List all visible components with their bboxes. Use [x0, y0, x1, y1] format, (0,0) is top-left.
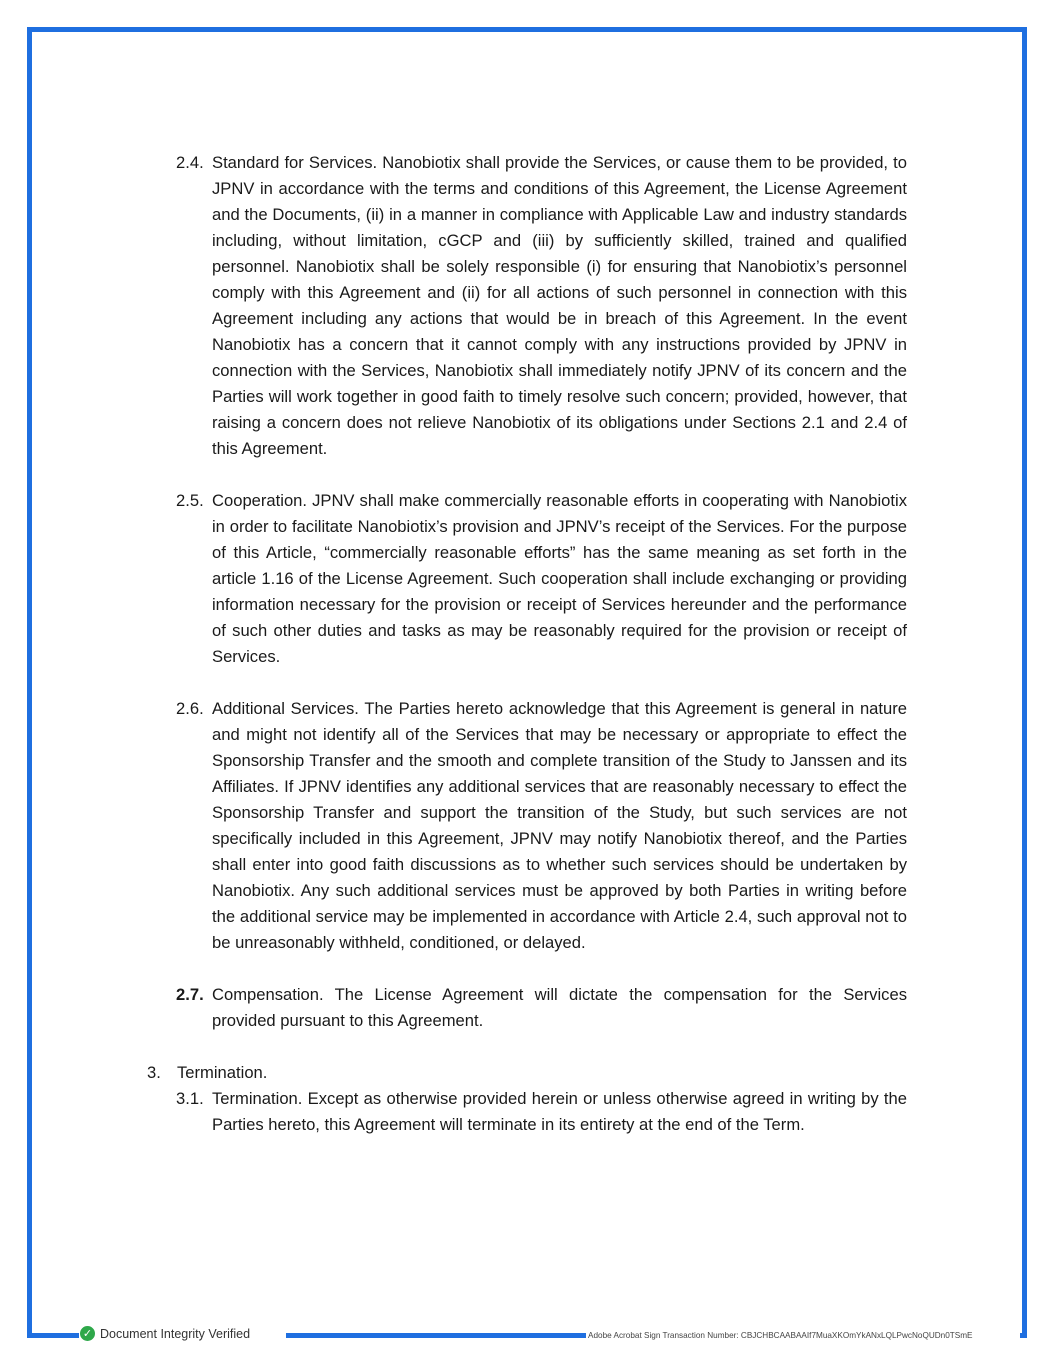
footer-rule-right	[1020, 1333, 1027, 1338]
clause-number: 3.1.	[176, 1089, 204, 1108]
footer-rule-middle	[286, 1333, 586, 1338]
check-circle-icon: ✓	[80, 1326, 95, 1341]
section-3-heading	[147, 1060, 1055, 1086]
clause-number: 2.4.	[176, 153, 204, 172]
clause-2-7	[176, 982, 907, 1034]
integrity-label: Document Integrity Verified	[100, 1326, 251, 1341]
integrity-badge[interactable]	[80, 1326, 254, 1341]
section-number: 3.	[147, 1063, 161, 1082]
clause-2-5	[176, 488, 907, 670]
clause-text: Compensation. The License Agreement will dictate the compensation for the Services provided pursuant to this Agreement.	[212, 985, 907, 1030]
transaction-number: Adobe Acrobat Sign Transaction Number: CBJCHBCAABAAIf7MuaXKOmYkANxLQLPwcNoQUDn0TSmE	[588, 1331, 973, 1340]
clause-text: Standard for Services. Nanobiotix shall provide the Services, or cause them to be provided, to JPNV in accordance with the terms and conditions of this Agreement, the License Agreement and the Documents, (ii) in a manner in compliance with Applicable Law and industry standards including, without limitation, cGCP and (iii) by sufficiently skilled, trained and qualified personnel. Nanobiotix shall be solely responsible (i) for ensuring that Nanobiotix’s personnel comply with this Agreement and (ii) for all actions of such personnel in connection with this Agreement including any actions that would be in breach of this Agreement. In the event Nanobiotix has a concern that it cannot comply with any instructions provided by JPNV in connection with the Services, Nanobiotix shall immediately notify JPNV of its concern and the Parties will work together in good faith to timely resolve such concern; provided, however, that raising a concern does not relieve Nanobiotix of its obligations under Sections 2.1 and 2.4 of this Agreement.	[212, 153, 907, 458]
document-body	[0, 150, 1055, 1138]
footer-rule-left	[27, 1333, 79, 1338]
clause-2-4	[176, 150, 907, 462]
clause-3-1	[176, 1086, 907, 1138]
clause-number: 2.6.	[176, 699, 204, 718]
clause-text: Termination. Except as otherwise provided herein or unless otherwise agreed in writing by the Parties hereto, this Agreement will terminate in its entirety at the end of the Term.	[212, 1089, 907, 1134]
clause-text: Additional Services. The Parties hereto acknowledge that this Agreement is general in nature and might not identify all of the Services that may be necessary or appropriate to effect the Sponsorship Transfer and the smooth and complete transition of the Study to Janssen and its Affiliates. If JPNV identifies any additional services that are reasonably necessary to effect the Sponsorship Transfer and support the transition of the Study, but such services are not specifically included in this Agreement, JPNV may notify Nanobiotix thereof, and the Parties shall enter into good faith discussions as to whether such services should be undertaken by Nanobiotix. Any such additional services must be approved by both Parties in writing before the additional service may be implemented in accordance with Article 2.4, such approval not to be unreasonably withheld, conditioned, or delayed.	[212, 699, 907, 952]
clause-number: 2.5.	[176, 491, 204, 510]
section-title: Termination.	[177, 1063, 268, 1082]
clause-number: 2.7.	[176, 985, 204, 1004]
clause-2-6	[176, 696, 907, 956]
clause-text: Cooperation. JPNV shall make commercially reasonable efforts in cooperating with Nanobiotix in order to facilitate Nanobiotix’s provision and JPNV’s receipt of the Services. For the purpose of this Article, “commercially reasonable efforts” has the same meaning as set forth in the article 1.16 of the License Agreement. Such cooperation shall include exchanging or providing information necessary for the provision or receipt of Services hereunder and the performance of such other duties and tasks as may be reasonably required for the provision or receipt of Services.	[212, 491, 907, 666]
